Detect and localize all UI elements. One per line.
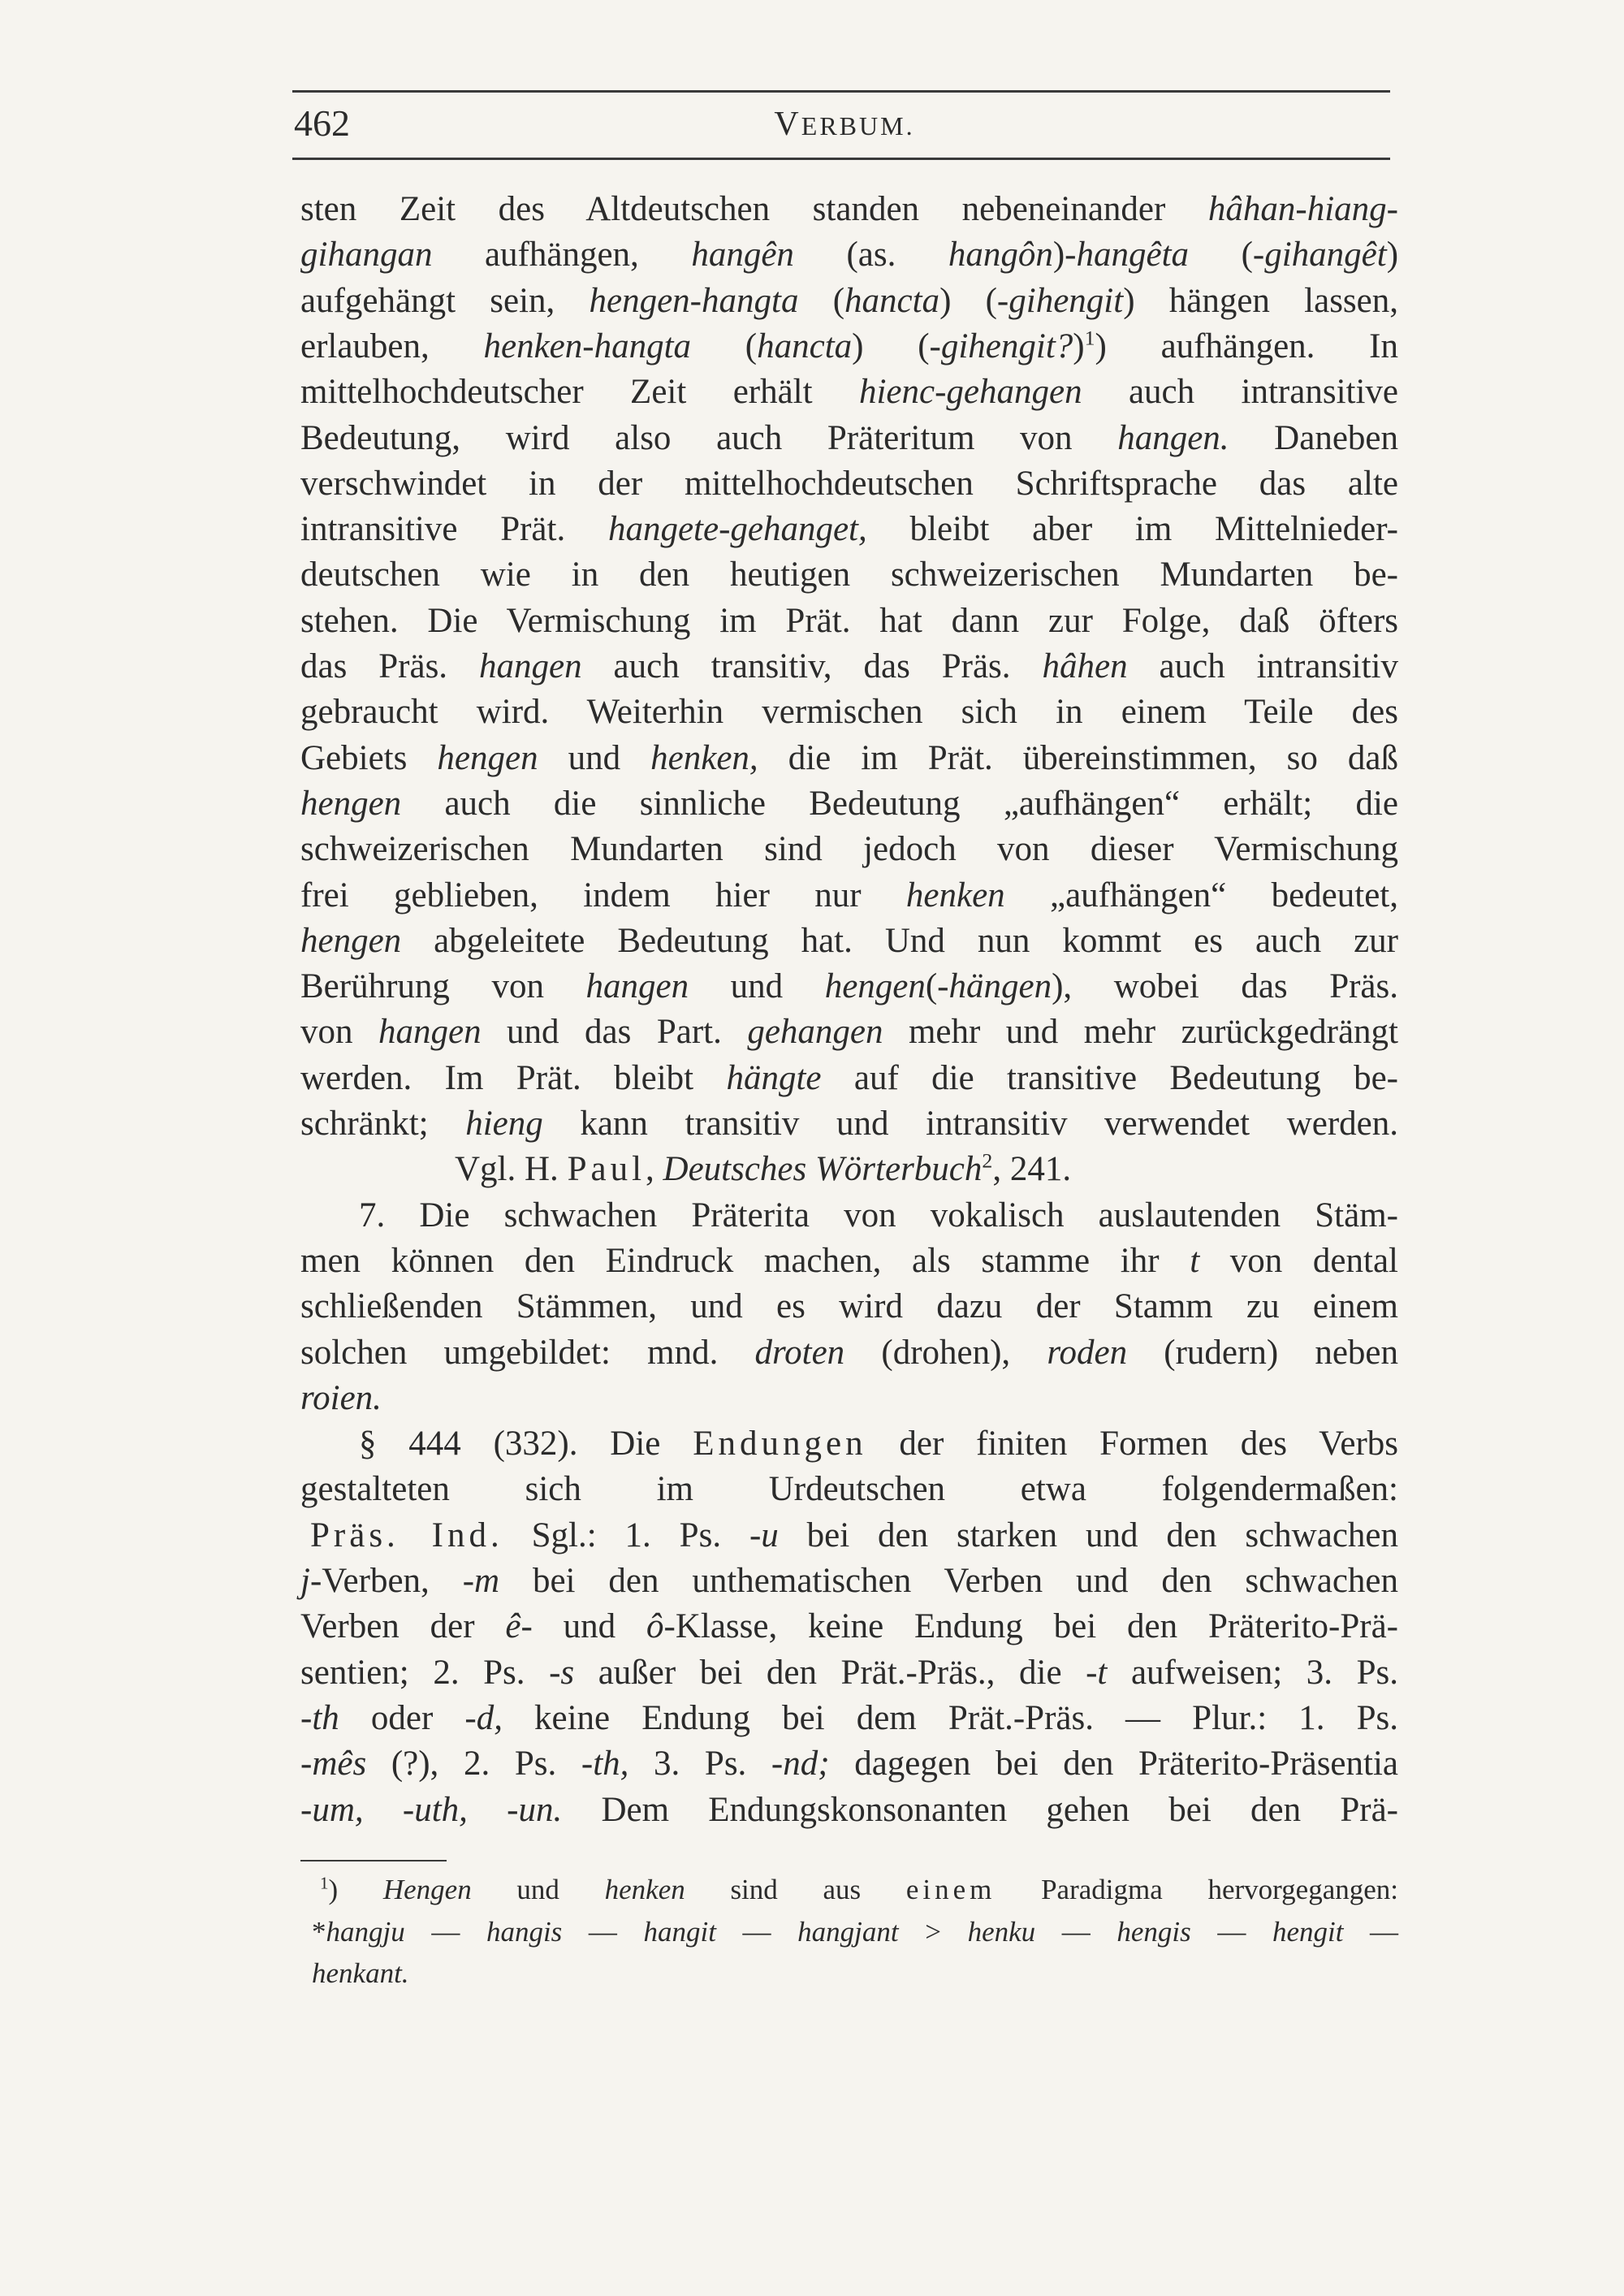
italic-term: hängte	[726, 1058, 822, 1097]
italic-term: roien.	[300, 1378, 382, 1417]
text-run: und	[689, 967, 825, 1006]
text-run: aufhängen,	[432, 236, 692, 275]
running-head	[731, 104, 958, 146]
paragraph-7-line	[300, 1284, 1398, 1330]
section-444-line	[300, 1513, 1398, 1559]
text-run: ) (-	[852, 326, 941, 365]
text-run: von	[300, 1013, 378, 1052]
text-run: )	[328, 1874, 383, 1905]
italic-term: uth,	[414, 1790, 468, 1829]
citation-line	[300, 1147, 1398, 1192]
text-run: Berührung von	[300, 967, 586, 1006]
text-run: stehen. Die Vermischung im Prät. hat dann zur Folge, daß öfters	[300, 601, 1398, 640]
text-run: (as.	[793, 236, 948, 275]
text-run: aufgehängt sein,	[300, 281, 590, 320]
text-run: erlauben,	[300, 326, 484, 365]
text-run: (-	[925, 967, 949, 1006]
italic-term: hienc-gehangen	[858, 373, 1082, 412]
text-run: auch transitiv, das Präs.	[581, 647, 1043, 685]
header-bottom-rule	[292, 158, 1390, 160]
italic-term: hâhen	[1042, 647, 1128, 685]
body-line	[300, 324, 1398, 370]
italic-term: hengen	[300, 921, 402, 960]
text-run: schränkt;	[300, 1105, 466, 1143]
text-run: Präs. Ind.	[310, 1516, 503, 1554]
text-run: mehr und mehr zurückgedrängt	[883, 1013, 1399, 1052]
italic-term: hangju	[326, 1915, 405, 1948]
text-run: )	[1073, 326, 1085, 365]
italic-term: hangjant	[797, 1915, 899, 1948]
italic-term: Hengen	[382, 1874, 472, 1905]
text-run: -	[300, 1745, 313, 1784]
text-run: § 444 (332). Die	[359, 1425, 693, 1464]
italic-term: t	[1190, 1241, 1200, 1280]
text-run: sten Zeit des Altdeutschen standen nebeneinander	[300, 190, 1208, 228]
section-444-line	[300, 1741, 1398, 1787]
paragraph-7-line	[300, 1330, 1398, 1376]
body-line	[300, 461, 1398, 507]
section-444-line	[300, 1559, 1398, 1604]
text-run: Dem Endungskonsonanten gehen bei den Prä-	[562, 1790, 1398, 1829]
text-run: oder -	[339, 1698, 477, 1737]
text-run: (	[798, 281, 845, 320]
text-run: und	[471, 1874, 605, 1905]
paragraph-7-line	[300, 1239, 1398, 1284]
text-run: bei den starken und den schwachen	[778, 1516, 1398, 1554]
running-head-initial: V	[774, 106, 801, 143]
body-line	[300, 736, 1398, 781]
superscript: 1	[320, 1873, 329, 1893]
italic-term: nd;	[783, 1745, 830, 1784]
text-run: , 241.	[992, 1150, 1072, 1189]
italic-term: henku	[967, 1915, 1036, 1948]
text-run: ) hängen lassen,	[1123, 281, 1398, 320]
text-run: von dental	[1199, 1241, 1398, 1280]
italic-term: d,	[476, 1698, 503, 1737]
superscript: 2	[982, 1148, 993, 1173]
text-run: (?), 2. Ps. -	[366, 1745, 594, 1784]
italic-term: gihangêt	[1264, 236, 1387, 275]
section-444-line	[300, 1467, 1398, 1512]
body-line	[300, 599, 1398, 644]
italic-term: s	[560, 1653, 575, 1692]
body-line	[300, 232, 1398, 278]
text-run: —	[715, 1915, 798, 1948]
text-run: kann transitiv und intransitiv verwendet werden.	[542, 1105, 1398, 1143]
text-run: -Klasse, keine Endung bei den Präterito-Prä-	[663, 1607, 1399, 1646]
text-run: die im Prät. übereinstimmen, so daß	[758, 738, 1399, 777]
text-run: men können den Eindruck machen, als stamme ihr	[300, 1241, 1190, 1280]
text-run: *	[312, 1915, 326, 1948]
italic-term: t	[1097, 1653, 1108, 1692]
italic-term: ê	[505, 1607, 521, 1646]
section-444-line	[300, 1421, 1398, 1467]
text-run: und das Part.	[481, 1013, 748, 1052]
italic-term: m	[474, 1562, 500, 1600]
text-run: Endungen	[693, 1425, 867, 1464]
body-line	[300, 416, 1398, 461]
section-444-line	[300, 1696, 1398, 1741]
italic-term: hancta	[844, 281, 940, 320]
text-run: 3. Ps. -	[628, 1745, 784, 1784]
text-run: —	[562, 1915, 644, 1948]
text-run: intransitive Prät.	[300, 510, 608, 549]
italic-term: j	[300, 1562, 310, 1600]
italic-term: henkant.	[312, 1957, 409, 1989]
text-run: mittelhochdeutscher Zeit erhält	[300, 373, 859, 412]
italic-term: hangen	[585, 967, 689, 1006]
footnote-line	[312, 1869, 1398, 1910]
italic-term: un.	[518, 1790, 563, 1829]
italic-term: th	[312, 1698, 339, 1737]
italic-term: henken	[604, 1874, 685, 1905]
text-run: deutschen wie in den heutigen schweizerischen Mundarten be-	[300, 556, 1398, 595]
text-run: (drohen),	[844, 1333, 1047, 1372]
text-run: )	[1386, 236, 1399, 275]
italic-term: hangen	[378, 1013, 482, 1052]
footnote-rule	[300, 1860, 447, 1861]
italic-term: hengis	[1116, 1915, 1191, 1948]
text-run: Gebiets	[300, 738, 438, 777]
text-run: ) (-	[939, 281, 1009, 320]
text-run: Paul	[567, 1150, 646, 1189]
text-run: dagegen bei den Präterito-Präsentia	[829, 1745, 1398, 1784]
text-run: (-	[1189, 236, 1265, 275]
text-run: ) aufhängen. In	[1095, 326, 1398, 365]
text-run: 7. Die schwachen Präterita von vokalisch auslautenden Stäm-	[359, 1196, 1398, 1234]
text-run: -	[467, 1790, 519, 1829]
text-run: werden. Im Prät. bleibt	[300, 1058, 727, 1097]
body-line	[300, 370, 1398, 415]
text-run: schweizerischen Mundarten sind jedoch von dieser Vermischung	[300, 830, 1398, 869]
italic-term: gehangen	[747, 1013, 883, 1052]
italic-term: hengen	[300, 784, 402, 823]
paragraph-7-line	[300, 1193, 1398, 1239]
text-run: —	[404, 1915, 486, 1948]
text-run: verschwindet in der mittelhochdeutschen Schriftsprache das alte	[300, 464, 1398, 503]
text-run: bei den unthematischen Verben und den schwachen	[499, 1562, 1398, 1600]
italic-term: hieng	[465, 1105, 543, 1143]
text-run: frei geblieben, indem hier nur	[300, 876, 906, 915]
italic-term: hengen-hangta	[589, 281, 799, 320]
italic-term: Deutsches Wörterbuch	[663, 1150, 983, 1189]
text-run: solchen umgebildet: mnd.	[300, 1333, 755, 1372]
text-run: das Präs.	[300, 647, 480, 685]
text-run: sentien; 2. Ps. -	[300, 1653, 561, 1692]
header-top-rule	[292, 90, 1390, 93]
text-run: Sgl.: 1. Ps. -	[503, 1516, 762, 1554]
body-line	[300, 1101, 1398, 1147]
italic-term: hangên	[691, 236, 794, 275]
italic-term: hangêta	[1076, 236, 1190, 275]
text-run: -	[300, 1698, 313, 1737]
body-line	[300, 552, 1398, 598]
body-line	[300, 507, 1398, 552]
text-run: —	[1035, 1915, 1117, 1948]
section-444-line	[300, 1604, 1398, 1650]
body-line	[300, 919, 1398, 964]
text-run: —	[1190, 1915, 1272, 1948]
text-run: Paradigma hervorgegangen:	[996, 1874, 1398, 1905]
paragraph-7-line	[300, 1376, 1398, 1421]
text-run: - und	[520, 1607, 647, 1646]
body-line	[300, 644, 1398, 690]
italic-term: hangen	[479, 647, 582, 685]
text-run: abgeleitete Bedeutung hat. Und nun kommt es auch zur	[401, 921, 1398, 960]
text-run: aufweisen; 3. Ps.	[1107, 1653, 1398, 1692]
body-line	[300, 873, 1398, 919]
body-line	[300, 964, 1398, 1010]
footnote-line	[312, 1911, 1398, 1952]
text-run: sind aus	[685, 1874, 906, 1905]
italic-term: hangete-gehanget,	[607, 510, 867, 549]
italic-term: hengen	[437, 738, 538, 777]
text-run: -Verben, -	[309, 1562, 475, 1600]
text-run: auch die sinnliche Bedeutung „aufhängen“ erhält; die	[401, 784, 1398, 823]
text-run: —	[1343, 1915, 1399, 1948]
body-line	[300, 279, 1398, 324]
italic-term: hangen.	[1117, 418, 1229, 457]
italic-term: henken	[905, 876, 1005, 915]
page-number: 462	[294, 102, 350, 144]
italic-term: gihengit	[1009, 281, 1124, 320]
italic-term: hangis	[486, 1915, 563, 1948]
italic-term: hâhan-hiang-	[1207, 190, 1398, 228]
text-run: auf die transitive Bedeutung be-	[821, 1058, 1398, 1097]
italic-term: u	[761, 1516, 779, 1554]
text-run: schließenden Stämmen, und es wird dazu der Stamm zu einem	[300, 1287, 1398, 1326]
text-run: >	[898, 1915, 968, 1948]
text-run: Vgl. H.	[455, 1150, 568, 1189]
body-line	[300, 690, 1398, 735]
text-run: „aufhängen“ bedeutet,	[1004, 876, 1398, 915]
italic-term: droten	[754, 1333, 845, 1372]
italic-term: henken,	[650, 738, 758, 777]
italic-term: hancta	[757, 326, 853, 365]
text-run: außer bei den Prät.-Präs., die -	[574, 1653, 1098, 1692]
italic-term: hengen	[824, 967, 926, 1006]
italic-term: th,	[593, 1745, 629, 1784]
body-line	[300, 187, 1398, 232]
text-run: ), wobei das Präs.	[1052, 967, 1399, 1006]
italic-term: ô	[646, 1607, 664, 1646]
footnote-line	[312, 1952, 1398, 1994]
text-run: gestalteten sich im Urdeutschen etwa folgendermaßen:	[300, 1470, 1398, 1509]
text-run: ,	[646, 1150, 663, 1189]
text-run: keine Endung bei dem Prät.-Präs. — Plur.: 1. Ps.	[502, 1698, 1398, 1737]
italic-term: roden	[1047, 1333, 1128, 1372]
text-run: (rudern) neben	[1127, 1333, 1398, 1372]
italic-term: hangôn	[948, 236, 1053, 275]
body-line	[300, 1010, 1398, 1055]
text-run: auch intransitive	[1082, 373, 1398, 412]
text-run: -	[300, 1790, 313, 1829]
body-line	[300, 1056, 1398, 1101]
text-run: Daneben	[1229, 418, 1398, 457]
text-run: Verben der	[300, 1607, 506, 1646]
italic-term: hängen	[948, 967, 1052, 1006]
text-run: (	[691, 326, 758, 365]
italic-term: gihengit?	[940, 326, 1073, 365]
text-run: bleibt aber im Mittelnieder-	[866, 510, 1399, 549]
running-head-rest: ERBUM.	[801, 111, 915, 141]
text-run: -	[363, 1790, 415, 1829]
body-line	[300, 781, 1398, 827]
section-444-line	[300, 1650, 1398, 1696]
text-run: )-	[1052, 236, 1077, 275]
text-run: Bedeutung, wird also auch Präteritum von	[300, 418, 1118, 457]
italic-term: henken-hangta	[483, 326, 692, 365]
section-444-line	[300, 1788, 1398, 1833]
body-line	[300, 827, 1398, 872]
italic-term: gihangan	[300, 236, 433, 275]
text-run: gebraucht wird. Weiterhin vermischen sich in einem Teile des	[300, 693, 1398, 732]
italic-term: mês	[312, 1745, 367, 1784]
superscript: 1	[1084, 326, 1095, 350]
text-run: und	[538, 738, 651, 777]
italic-term: hengit	[1272, 1915, 1344, 1948]
italic-term: um,	[312, 1790, 364, 1829]
text-run: einem	[905, 1874, 996, 1905]
text-run: auch intransitiv	[1127, 647, 1399, 685]
italic-term: hangit	[643, 1915, 716, 1948]
text-run: der finiten Formen des Verbs	[866, 1425, 1398, 1464]
